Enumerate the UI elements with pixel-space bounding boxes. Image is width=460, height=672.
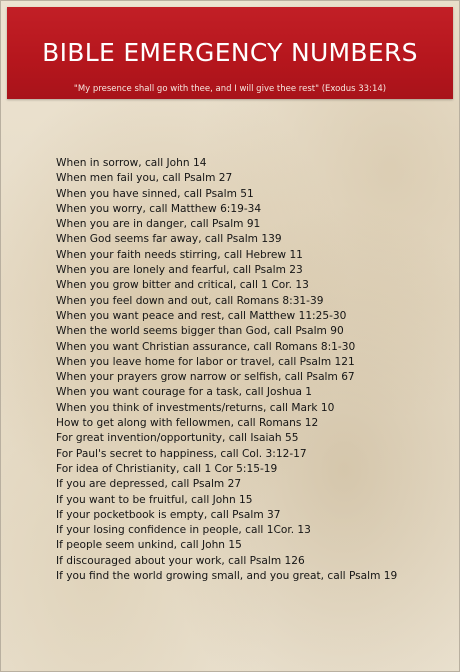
list-item: When you are in danger, call Psalm 91 <box>56 218 261 231</box>
list-item: When you want Christian assurance, call Romans 8:1-30 <box>56 340 356 353</box>
list-item: For Paul's secret to happiness, call Col. 3:12-17 <box>56 447 307 460</box>
scripture-quote: "My presence shall go with thee, and I will give thee rest" (Exodus 33:14) <box>73 84 387 94</box>
list-item: When you leave home for labor or travel, call Psalm 121 <box>56 355 355 368</box>
list-item: When your faith needs stirring, call Hebrew 11 <box>56 248 303 261</box>
list-item: If your pocketbook is empty, call Psalm 37 <box>56 508 281 521</box>
list-item: For great invention/opportunity, call Isaiah 55 <box>56 432 299 445</box>
list-item: When you think of investments/returns, call Mark 10 <box>56 401 335 414</box>
list-item: If you are depressed, call Psalm 27 <box>56 478 242 491</box>
list-item: When your prayers grow narrow or selfish, call Psalm 67 <box>56 371 355 384</box>
list-item: For idea of Christianity, call 1 Cor 5:15-19 <box>56 462 278 475</box>
page-title: BIBLE EMERGENCY NUMBERS <box>42 38 418 67</box>
list-item: When you have sinned, call Psalm 51 <box>56 187 254 200</box>
list-item: If you want to be fruitful, call John 15 <box>56 493 253 506</box>
list-item: When the world seems bigger than God, call Psalm 90 <box>56 325 344 338</box>
list-item: How to get along with fellowmen, call Romans 12 <box>56 417 319 430</box>
list-item: If you find the world growing small, and you great, call Psalm 19 <box>56 570 398 583</box>
header-banner <box>7 7 453 99</box>
list-item: When God seems far away, call Psalm 139 <box>56 233 282 246</box>
list-item: When you grow bitter and critical, call 1 Cor. 13 <box>56 279 309 292</box>
list-item: When you want peace and rest, call Matthew 11:25-30 <box>56 309 347 322</box>
list-item: When in sorrow, call John 14 <box>56 157 207 169</box>
list-item: When you worry, call Matthew 6:19-34 <box>56 202 262 215</box>
list-item: If your losing confidence in people, call 1Cor. 13 <box>56 524 311 537</box>
list-item: When you feel down and out, call Romans 8:31-39 <box>56 294 324 307</box>
list-item: When you want courage for a task, call Joshua 1 <box>56 386 313 399</box>
list-item: When men fail you, call Psalm 27 <box>56 172 233 185</box>
list-item: When you are lonely and fearful, call Psalm 23 <box>56 264 303 277</box>
emergency-number-list <box>56 156 451 584</box>
list-item: If people seem unkind, call John 15 <box>56 539 242 552</box>
list-item: If discouraged about your work, call Psalm 126 <box>56 554 305 567</box>
